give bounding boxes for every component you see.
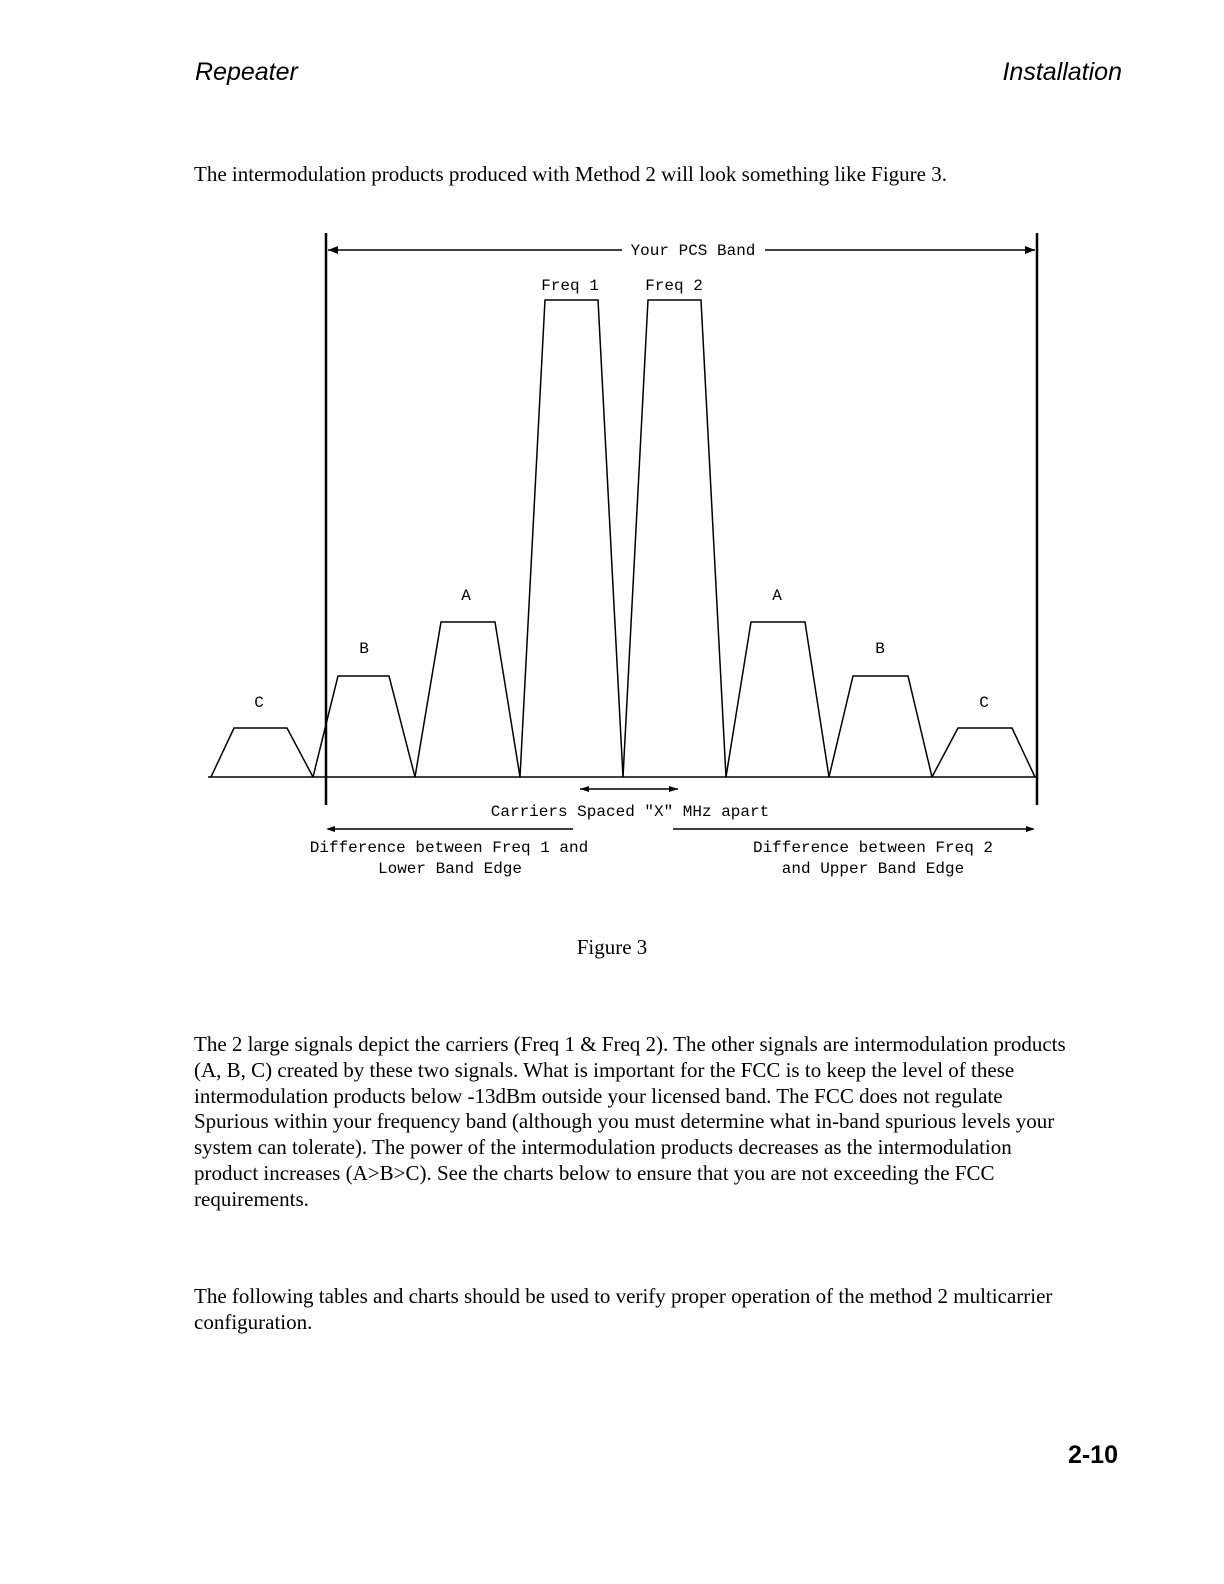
figure-caption: Figure 3 [576,935,648,959]
label-b-left: B [359,640,369,658]
band-label: Your PCS Band [630,242,756,260]
signal-a-right [726,622,829,777]
signal-freq1 [520,300,623,777]
body-paragraph-2: The following tables and charts should be used to verify proper operation of the method 2 multicarrier configuration. [194,1284,1053,1334]
freq2-label: Freq 2 [645,277,703,295]
signal-a-left [415,622,520,777]
upper-diff-arrowhead [1026,826,1035,832]
upper-diff-label-line1: Difference between Freq 2 [752,839,994,857]
intro-paragraph: The intermodulation products produced with Method 2 will look something like Figure 3. [194,162,947,186]
body-paragraph-1: The 2 large signals depict the carriers (Freq 1 & Freq 2). The other signals are intermodulation products (A, B, C) created by these two signals. What is important for the FCC is to keep the level of these intermodulation products below -13dBm outside your licensed band. The FCC does not regulate Spurious within your frequency band (although you must determine what in-band spurious levels your system can tolerate). The power of the intermodulation products decreases as the intermodulation product increases (A>B>C). See the charts below to ensure that you are not exceeding the FCC requirements. [194,1032,1066,1211]
running-header-right: Installation [1002,58,1122,86]
signal-freq2 [623,300,726,777]
freq1-label: Freq 1 [541,277,599,295]
spacing-arrowhead-left [580,786,589,792]
lower-diff-label-line2: Lower Band Edge [377,860,523,878]
label-c-left: C [254,694,264,712]
label-a-left: A [461,587,471,605]
spacing-label: Carriers Spaced "X" MHz apart [490,803,770,821]
spacing-arrowhead-right [669,786,678,792]
label-a-right: A [772,587,782,605]
lower-diff-label-line1: Difference between Freq 1 and [309,839,589,857]
signal-b-right [829,676,932,777]
band-arrowhead-right [1025,246,1035,254]
band-arrowhead-left [328,246,338,254]
signal-c-left [211,728,313,777]
signal-c-right [932,728,1035,777]
label-c-right: C [979,694,989,712]
running-header-left: Repeater [195,58,298,86]
signal-b-left [313,676,415,777]
label-b-right: B [875,640,885,658]
upper-diff-label-line2: and Upper Band Edge [781,860,965,878]
lower-diff-arrowhead [326,826,335,832]
page-number: 2-10 [1067,1441,1118,1469]
